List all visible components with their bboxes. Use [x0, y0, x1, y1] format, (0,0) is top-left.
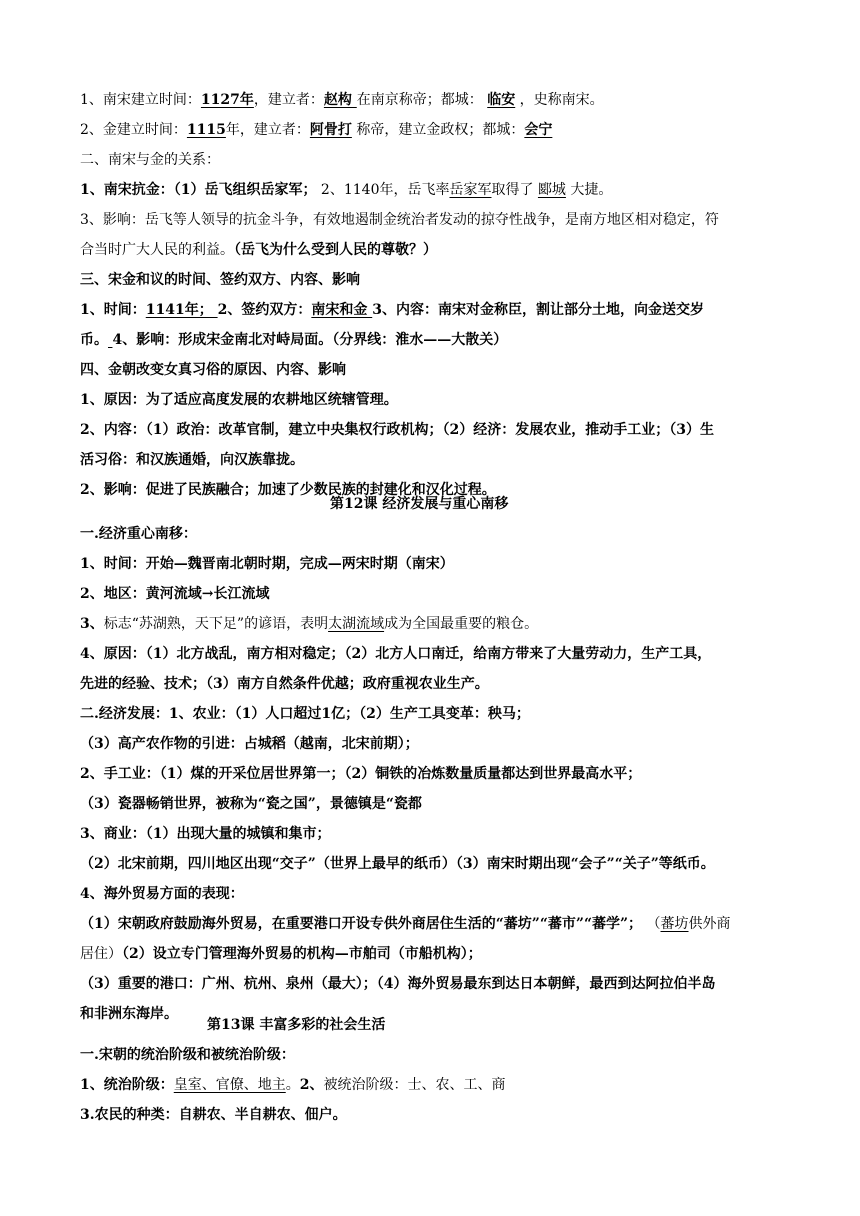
text-segment: 蕃坊	[660, 916, 689, 932]
lesson-13-heading: 第13课 丰富多彩的社会生活	[207, 1017, 386, 1033]
text-segment: 3、	[80, 616, 104, 632]
text-line	[80, 734, 419, 754]
text-line	[80, 764, 641, 784]
text-line	[80, 210, 719, 230]
text-line	[80, 584, 269, 604]
text-line	[80, 944, 482, 964]
text-segment: 2、内容：（1）政治：改革官制，建立中央集权行政机构；（2）经济：发展农业，推动手工业；（3）生	[80, 422, 714, 438]
text-segment: 2、手工业：（1）煤的开采位居世界第一；（2）铜铁的冶炼数量质量都达到世界最高水平；	[80, 766, 642, 782]
text-line	[80, 1004, 178, 1024]
text-segment: 赵构	[323, 92, 357, 108]
text-segment: 会宁	[524, 122, 553, 138]
text-segment: （3）高产农作物的引进：占城稻（越南，北宋前期）；	[80, 736, 419, 752]
text-segment: 1141年；	[145, 302, 218, 318]
text-line	[80, 704, 530, 724]
text-line	[80, 1105, 347, 1125]
text-line	[80, 884, 244, 904]
text-line	[80, 300, 704, 320]
text-line	[80, 614, 538, 634]
text-segment: 2、1140年，岳飞率	[316, 182, 450, 198]
text-segment: （岳飞为什么受到人民的尊敬？）	[234, 242, 437, 258]
text-segment: （2）北宋前期，四川地区出现“交子”（世界上最早的纸币）（3）南宋时期出现“会子”“关子”等纸币。	[80, 856, 715, 872]
text-segment: 活习俗：和汉族通婚，向汉族靠拢。	[80, 452, 304, 468]
text-segment: 2、地区：黄河流域→长江流域	[80, 586, 270, 602]
text-line	[80, 360, 346, 380]
text-line	[80, 330, 507, 350]
text-segment: 太湖流域	[328, 616, 385, 632]
text-segment: 1、原因：为了适应高度发展的农耕地区统辖管理。	[80, 392, 398, 408]
text-line	[80, 824, 330, 844]
text-segment: （3）瓷器畅销世界，被称为“瓷之国”，景德镇是“瓷都	[80, 796, 422, 812]
text-segment: 二.经济发展：1、农业：（1）人口超过1亿；（2）生产工具变革：秧马；	[80, 706, 530, 722]
text-segment: 南宋和金	[311, 302, 373, 318]
text-segment: 阿骨打	[309, 122, 352, 138]
text-line	[80, 1075, 506, 1095]
text-segment: 被统治阶级：士、农、工、商	[323, 1077, 506, 1093]
text-line	[80, 180, 612, 200]
text-segment: 大捷。	[565, 182, 613, 198]
text-line	[80, 90, 604, 110]
text-segment: 郾城	[537, 182, 566, 198]
text-segment: 1、时间：	[80, 302, 146, 318]
text-segment: 1、时间：开始—魏晋南北朝时期，完成—两宋时期（南宋）	[80, 556, 454, 572]
text-segment: 2、金建立时间：	[80, 122, 187, 138]
text-segment: 2、	[299, 1077, 324, 1093]
text-segment: 2、影响：促进了民族融合；加速了少数民族的封建化和汉化过程。	[80, 482, 496, 498]
text-segment: 4、影响：形成宋金南北对峙局面。（分界线：淮水——大散关）	[112, 332, 508, 348]
text-line	[80, 1045, 295, 1065]
text-segment: 3、商业：（1）出现大量的城镇和集市；	[80, 826, 331, 842]
text-segment: 在南京称帝；都城：	[356, 92, 488, 108]
text-segment: 成为全国最重要的粮仓。	[384, 616, 539, 632]
text-segment: 四、金朝改变女真习俗的原因、内容、影响	[80, 362, 346, 378]
text-segment: 先进的经验、技术；（3）南方自然条件优越；政府重视农业生产。	[80, 676, 489, 692]
text-segment: 和非洲东海岸。	[80, 1006, 178, 1022]
text-segment: 年，建立者：	[225, 122, 310, 138]
text-segment: 1、南宋抗金：（1）岳飞组织岳家军；	[80, 182, 317, 198]
text-segment: （1）宋朝政府鼓励海外贸易，在重要港口开设专供外商居住生活的“蕃坊”“蕃市”“蕃学”；	[80, 916, 643, 932]
text-segment: 合当时广大人民的利益。	[80, 242, 234, 258]
text-line	[80, 450, 304, 470]
text-line	[80, 150, 220, 170]
text-line	[80, 270, 360, 290]
text-segment: 3、影响：岳飞等人领导的抗金斗争，有效地遏制金统治者发动的掠夺性战争，是南方地区相对稳定，符	[80, 212, 719, 228]
text-segment: 一.经济重心南移：	[80, 526, 197, 542]
text-segment: 。	[285, 1077, 300, 1093]
text-line	[80, 674, 489, 694]
text-segment: ，史称南宋。	[515, 92, 604, 108]
text-segment: 标志“苏湖熟，天下足”的谚语，表明	[103, 616, 329, 632]
text-segment: 皇室、官僚、地主	[173, 1077, 286, 1093]
text-segment: 一.宋朝的统治阶级和被统治阶级：	[80, 1047, 295, 1063]
text-segment: 称帝，建立金政权；都城：	[351, 122, 525, 138]
text-line	[80, 120, 552, 140]
text-segment: 1、统治阶级：	[80, 1077, 174, 1093]
text-segment: 居住）	[80, 946, 122, 962]
text-line	[80, 644, 711, 664]
text-line	[80, 420, 714, 440]
text-segment: ，建立者：	[253, 92, 324, 108]
text-line	[80, 794, 422, 814]
text-segment: 1、南宋建立时间：	[80, 92, 201, 108]
text-segment: 4、原因：（1）北方战乱，南方相对稳定；（2）北方人口南迁，给南方带来了大量劳动力，生产工具，	[80, 646, 712, 662]
text-segment: 供外商	[688, 916, 731, 932]
text-segment: （	[642, 916, 661, 932]
text-segment: 3.	[80, 1107, 95, 1123]
text-segment: 三、宋金和议的时间、签约双方、内容、影响	[80, 272, 360, 288]
lesson-12-heading: 第12课 经济发展与重心南移	[330, 496, 509, 512]
text-segment: 取得了	[491, 182, 538, 198]
text-segment: 农民的种类：自耕农、半自耕农、佃户。	[94, 1107, 347, 1123]
text-segment: 临安	[487, 92, 516, 108]
text-segment: 币。	[80, 332, 108, 348]
text-line	[80, 914, 731, 934]
text-segment: 1127年	[200, 92, 254, 108]
text-line	[80, 390, 398, 410]
text-line	[80, 554, 454, 574]
text-segment: 岳家军	[449, 182, 492, 198]
text-segment: （3）重要的港口：广州、杭州、泉州（最大）；（4）海外贸易最东到达日本朝鲜，最西到达阿拉伯半岛	[80, 976, 716, 992]
text-segment: 3、内容：南宋对金称臣，割让部分土地，向金送交岁	[372, 302, 704, 318]
text-line	[80, 524, 197, 544]
text-line	[80, 240, 437, 260]
text-segment: 2、签约双方：	[217, 302, 312, 318]
text-segment: 1115	[186, 122, 226, 138]
text-line	[80, 974, 715, 994]
text-segment: （2）设立专门管理海外贸易的机构—市舶司（市船机构）；	[122, 946, 482, 962]
text-segment: 4、海外贸易方面的表现：	[80, 886, 244, 902]
text-segment: 二、南宋与金的关系：	[80, 152, 220, 168]
text-line	[80, 854, 715, 874]
